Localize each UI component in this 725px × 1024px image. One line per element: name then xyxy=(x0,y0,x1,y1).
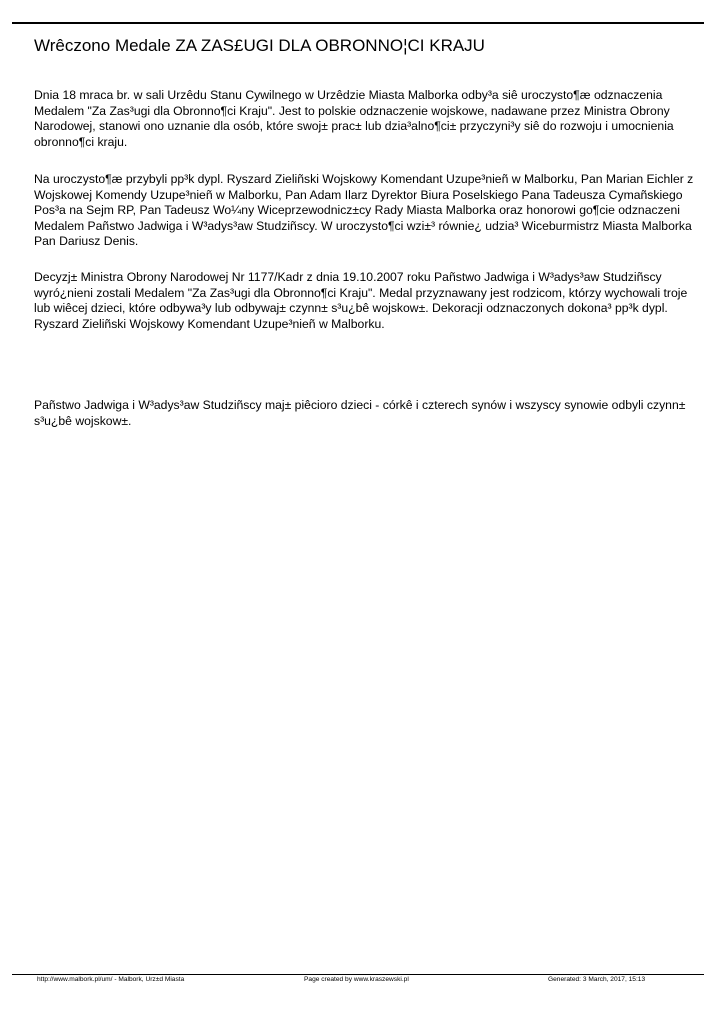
footer-credit: Page created by www.kraszewski.pl xyxy=(304,976,409,983)
article-paragraph-1: Dnia 18 mraca br. w sali Urzêdu Stanu Cywilnego w Urzêdzie Miasta Malborka odby³a siê uroczysto¶æ odznaczenia Medalem "Za Zas³ugi dla Obronno¶ci Kraju". Jest to polskie odznaczenie wojskowe, nadawane przez Ministra Obrony Narodowej, stanowi ono uznanie dla osób, które swoj± prac± lub dzia³alno¶ci± przyczyni³y siê do rozwoju i umocnienia obronno¶ci kraju. xyxy=(34,88,674,149)
top-divider xyxy=(12,22,704,24)
footer-source-link[interactable]: http://www.malbork.pl/um/ - Malbork, Urz±d Miasta xyxy=(37,976,185,983)
article-title: Wrêczono Medale ZA ZAS£UGI DLA OBRONNO¦CI KRAJU xyxy=(34,36,485,55)
article-paragraph-2: Na uroczysto¶æ przybyli pp³k dypl. Ryszard Zieliñski Wojskowy Komendant Uzupe³nieñ w Malborku, Pan Marian Eichler z Wojskowej Komendy Uzupe³nieñ w Malborku, Pan Adam Ilarz Dyrektor Biura Poselskiego Pana Tadeusza Cymañskiego Pos³a na Sejm RP, Pan Tadeusz Wo¼ny Wiceprzewodnicz±cy Rady Miasta Malborka oraz honorowi go¶cie odznaczeni Medalem Pañstwo Jadwiga i W³adys³aw Studziñscy. W uroczysto¶ci wzi±³ równie¿ udzia³ Wiceburmistrz Miasta Malborka Pan Dariusz Denis. xyxy=(34,172,694,249)
footer-divider xyxy=(12,974,704,975)
footer-generated-date: Generated: 3 March, 2017, 15:13 xyxy=(548,976,646,983)
article-paragraph-4: Pañstwo Jadwiga i W³adys³aw Studziñscy maj± piêcioro dzieci - córkê i czterech synów i wszyscy synowie odbyli czynn± s³u¿bê wojskow±. xyxy=(34,398,686,428)
article-paragraph-3: Decyzj± Ministra Obrony Narodowej Nr 1177/Kadr z dnia 19.10.2007 roku Pañstwo Jadwiga i W³adys³aw Studziñscy wyró¿nieni zostali Medalem "Za Zas³ugi dla Obronno¶ci Kraju". Medal przyznawany jest rodzicom, którzy wychowali troje lub wiêcej dzieci, które odbywa³y lub odbywaj± czynn± s³u¿bê wojskow±. Dekoracji odznaczonych dokona³ pp³k dypl. Ryszard Zieliñski Wojskowy Komendant Uzupe³nieñ w Malborku. xyxy=(34,270,688,331)
